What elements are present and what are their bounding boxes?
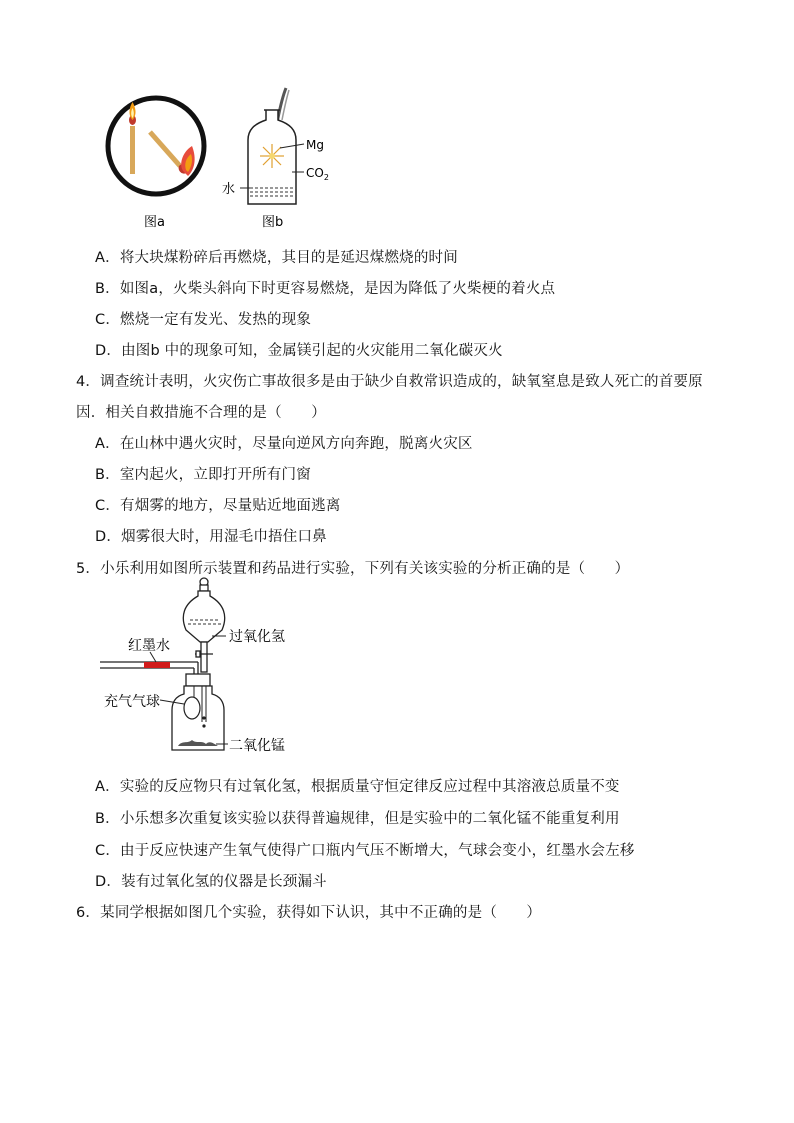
- q3-option-a: A．将大块煤粉碎后再燃烧，其目的是延迟煤燃烧的时间: [95, 250, 458, 266]
- q3-option-b: B．如图a，火柴头斜向下时更容易燃烧，是因为降低了火柴梗的着火点: [95, 281, 556, 297]
- separatory-funnel: [183, 578, 224, 672]
- q5-option-b: B．小乐想多次重复该实验以获得普遍规律，但是实验中的二氧化锰不能重复利用: [95, 811, 620, 827]
- figure-a-matches: [108, 98, 204, 230]
- label-mg: Mg: [306, 138, 324, 152]
- wide-mouth-bottle: [172, 674, 224, 750]
- caption-figure-a: 图a: [144, 215, 165, 230]
- q4-stem-line2: 因．相关自救措施不合理的是（ ）: [76, 405, 326, 421]
- label-mno2: 二氧化锰: [229, 738, 285, 754]
- q3-option-c: C．燃烧一定有发光、发热的现象: [95, 312, 312, 328]
- q3-option-d: D．由图b 中的现象可知，金属镁引起的火灾能用二氧化碳灭火: [95, 343, 503, 359]
- q5-option-d: D．装有过氧化氢的仪器是长颈漏斗: [95, 874, 327, 890]
- label-red-ink: 红墨水: [128, 638, 170, 654]
- q5-stem: 5．小乐利用如图所示装置和药品进行实验，下列有关该实验的分析正确的是（ ）: [76, 561, 630, 577]
- label-h2o2: 过氧化氢: [229, 629, 285, 645]
- figure-match-and-magnesium: [100, 86, 350, 234]
- q4-option-d: D．烟雾很大时，用湿毛巾捂住口鼻: [95, 529, 327, 545]
- figure-h2o2-apparatus: [98, 570, 338, 760]
- balloon: [184, 697, 200, 719]
- q4-option-a: A．在山林中遇火灾时，尽量向逆风方向奔跑，脱离火灾区: [95, 436, 473, 452]
- q6-stem: 6．某同学根据如图几个实验，获得如下认识，其中不正确的是（ ）: [76, 905, 542, 921]
- label-balloon: 充气气球: [104, 694, 160, 710]
- q5-option-a: A．实验的反应物只有过氧化氢，根据质量守恒定律反应过程中其溶液总质量不变: [95, 779, 620, 795]
- label-water: 水: [222, 182, 236, 197]
- q4-option-b: B．室内起火，立即打开所有门窗: [95, 467, 311, 483]
- label-co2: $CO_2$: [306, 166, 329, 182]
- q4-stem-line1: 4．调查统计表明，火灾伤亡事故很多是由于缺少自救常识造成的，缺氧窒息是致人死亡的首要原: [76, 374, 703, 390]
- q5-option-c: C．由于反应快速产生氧气使得广口瓶内气压不断增大，气球会变小，红墨水会左移: [95, 843, 635, 859]
- horizontal-tube: [100, 662, 198, 680]
- figure-b-magnesium-bottle: [222, 88, 329, 230]
- q4-option-c: C．有烟雾的地方，尽量贴近地面逃离: [95, 498, 341, 514]
- caption-figure-b: 图b: [262, 215, 284, 230]
- red-ink-drop: [144, 662, 170, 668]
